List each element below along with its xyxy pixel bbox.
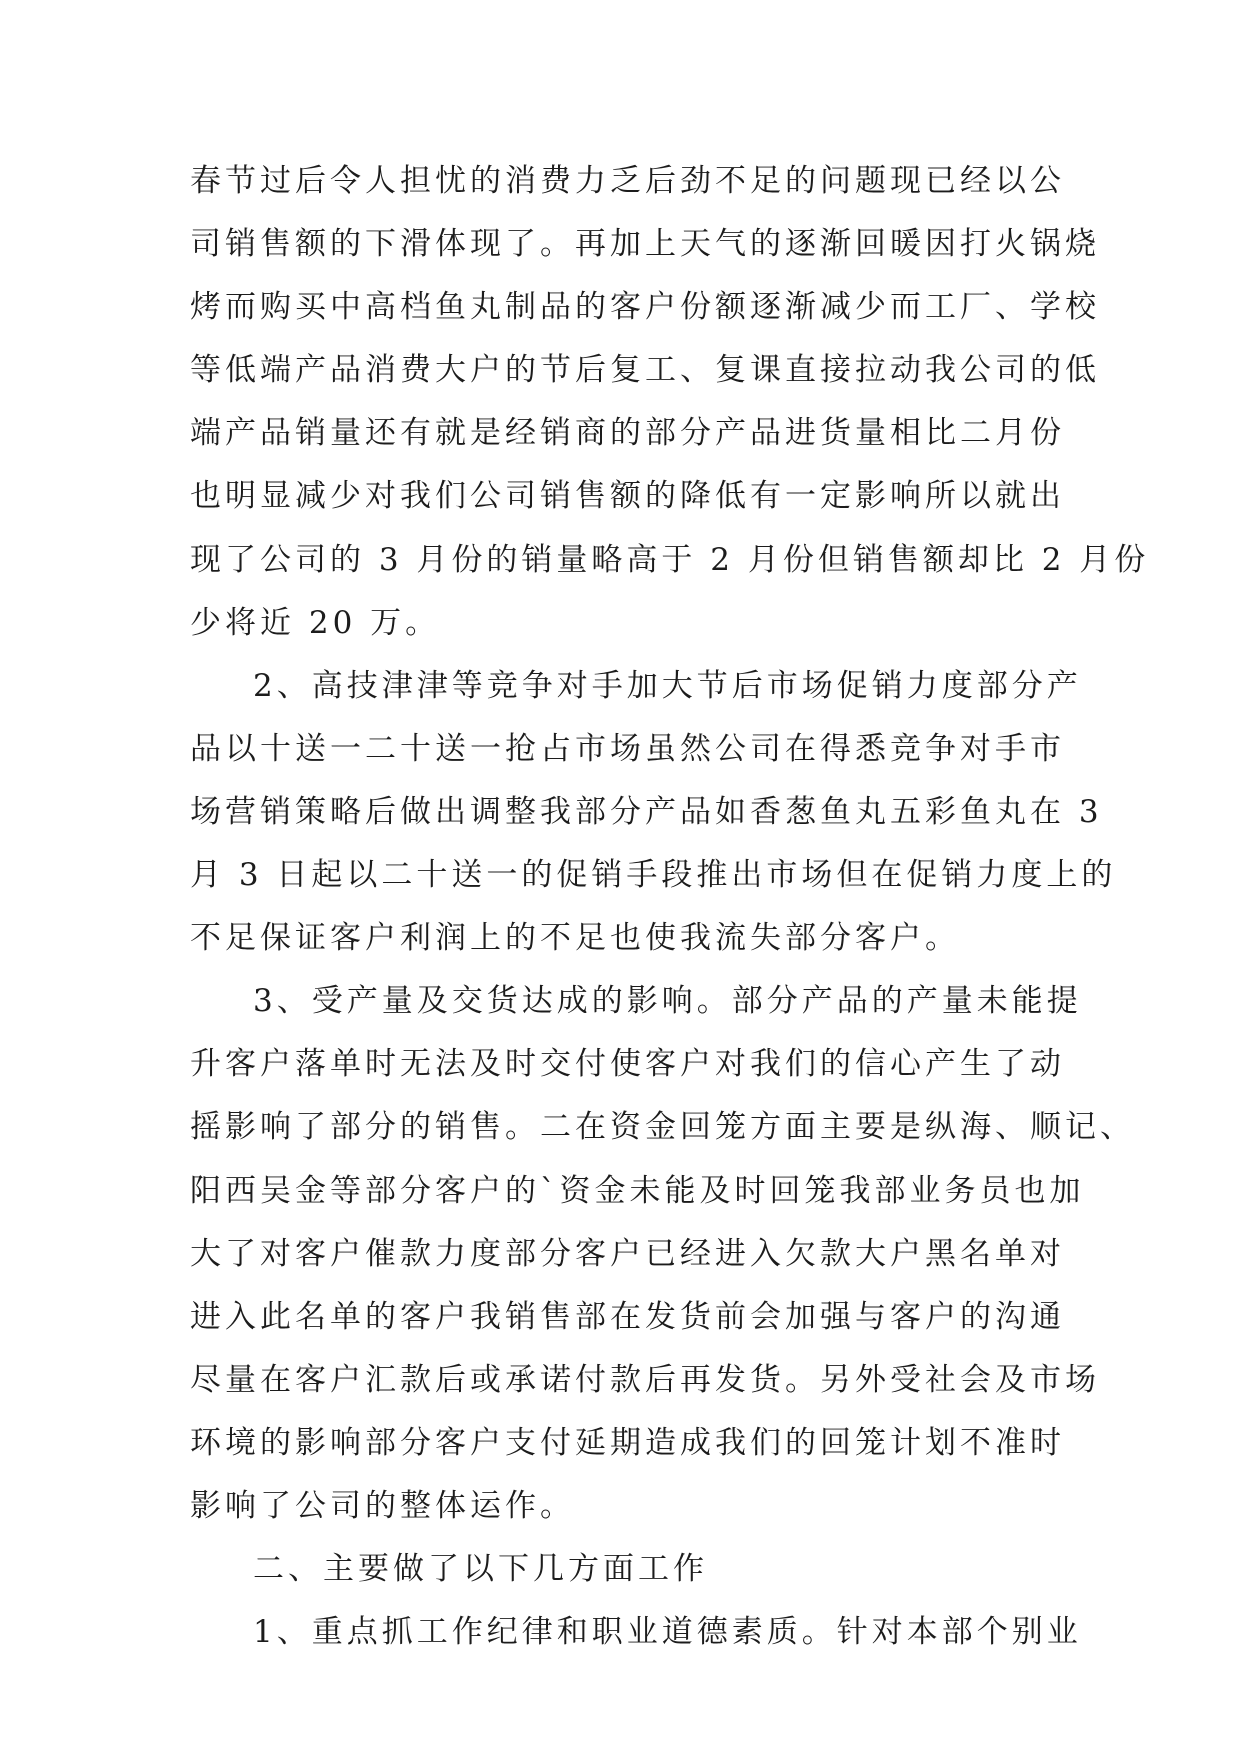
text-line: 现了公司的 3 月份的销量略高于 2 月份但销售额却比 2 月份 [190, 541, 1150, 578]
text-line: 端产品销量还有就是经销商的部分产品进货量相比二月份 [190, 415, 1065, 452]
text-line: 大了对客户催款力度部分客户已经进入欠款大户黑名单对 [190, 1235, 1065, 1272]
text-line: 春节过后令人担忧的消费力乏后劲不足的问题现已经以公 [190, 163, 1065, 199]
paragraph-work-discipline [190, 1601, 1082, 1664]
paragraph-consumption-decline [190, 150, 1150, 655]
text-line: 进入此名单的客户我销售部在发货前会加强与客户的沟通 [190, 1298, 1065, 1335]
text-line: 尽量在客户汇款后或承诺付款后再发货。另外受社会及市场 [190, 1361, 1100, 1398]
text-line: 环境的影响部分客户支付延期造成我们的回笼计划不准时 [190, 1424, 1065, 1461]
section-heading-main-work [190, 1538, 1050, 1601]
text-line: 影响了公司的整体运作。 [190, 1487, 575, 1524]
text-line: 升客户落单时无法及时交付使客户对我们的信心产生了动 [190, 1046, 1065, 1083]
text-line: 少将近 20 万。 [190, 604, 441, 641]
text-line: 月 3 日起以二十送一的促销手段推出市场但在促销力度上的 [190, 857, 1117, 894]
document-body [190, 150, 1150, 1664]
paragraph-competitor-promotion [190, 655, 1117, 970]
text-line: 品以十送一二十送一抢占市场虽然公司在得悉竞争对手市 [190, 730, 1065, 767]
text-line: 摇影响了部分的销售。二在资金回笼方面主要是纵海、顺记、 [190, 1109, 1135, 1146]
text-line: 场营销策略后做出调整我部分产品如香葱鱼丸五彩鱼丸在 3 [190, 793, 1103, 830]
text-line: 不足保证客户利润上的不足也使我流失部分客户。 [190, 920, 960, 957]
text-line: 阳西吴金等部分客户的`资金未能及时回笼我部业务员也加 [190, 1172, 1085, 1209]
text-line: 3、受产量及交货达成的影响。部分产品的产量未能提 [253, 983, 1082, 1020]
text-line: 烤而购买中高档鱼丸制品的客户份额逐渐减少而工厂、学校 [190, 289, 1100, 326]
text-line: 司销售额的下滑体现了。再加上天气的逐渐回暖因打火锅烧 [190, 226, 1100, 263]
text-line: 也明显减少对我们公司销售额的降低有一定影响所以就出 [190, 478, 1065, 515]
text-line: 2、高技津津等竞争对手加大节后市场促销力度部分产 [253, 667, 1082, 704]
paragraph-production-delivery [190, 970, 1135, 1538]
section-heading: 二、主要做了以下几方面工作 [253, 1551, 708, 1588]
text-line: 1、重点抓工作纪律和职业道德素质。针对本部个别业 [253, 1614, 1082, 1651]
text-line: 等低端产品消费大户的节后复工、复课直接拉动我公司的低 [190, 352, 1100, 389]
